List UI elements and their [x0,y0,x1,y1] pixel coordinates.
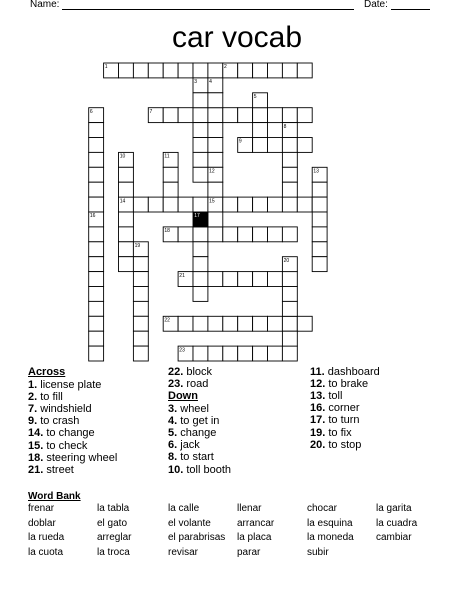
name-label: Name: [30,0,60,10]
grid-cell[interactable] [238,63,253,78]
word-bank-item: subir [307,546,329,558]
grid-cell[interactable] [89,242,104,257]
grid-cell[interactable] [89,301,104,316]
clue-text: to get in [177,415,220,428]
clue-number: 10. [168,463,184,476]
clue-number: 9. [28,415,38,428]
grid-cell[interactable] [89,316,104,331]
clue-number: 17. [310,414,326,427]
grid-cell[interactable] [133,197,148,212]
grid-cell[interactable] [119,212,134,227]
word-bank-item: cambiar [376,532,412,543]
grid-cell[interactable] [268,316,283,331]
grid-cell[interactable] [208,346,223,361]
clue-text: to brake [325,378,369,391]
grid-cell[interactable] [119,227,134,242]
grid-cell[interactable] [133,257,148,272]
grid-cell[interactable] [253,346,268,361]
grid-cell[interactable] [268,108,283,123]
across-clue [168,366,212,379]
clue-number: 21. [28,463,44,476]
grid-number: 18 [164,228,170,235]
grid-cell[interactable] [163,108,178,123]
word-bank-item: el parabrisas [168,532,226,543]
down-clue [310,378,368,391]
clue-number: 8. [168,451,178,464]
grid-number: 19 [134,243,141,249]
clue-text: license plate [37,379,102,391]
grid-cell[interactable] [178,197,193,212]
grid-cell[interactable] [268,346,283,361]
clue-number: 22. [168,366,184,378]
grid-cell[interactable] [208,63,223,78]
grid-cell[interactable] [282,182,297,197]
grid-cell[interactable] [238,316,253,331]
clue-text: block [183,366,213,378]
grid-cell[interactable] [253,123,268,138]
grid-cell[interactable] [208,152,223,167]
clue-text: to fill [37,391,63,404]
grid-cell[interactable] [297,108,312,123]
grid-cell[interactable] [238,346,253,361]
word-bank-item: el gato [97,517,128,529]
grid-cell[interactable] [193,227,208,242]
clue-text: jack [177,439,200,452]
grid-cell[interactable] [193,63,208,78]
grid-cell[interactable] [148,63,163,78]
clue-number: 15. [28,439,44,452]
clue-number: 5. [168,427,178,440]
down-clue [310,390,342,403]
down-clue [168,464,231,477]
grid-cell[interactable] [238,197,253,212]
grid-cell[interactable] [253,316,268,331]
across-clue [28,415,79,428]
across-clue [28,427,95,440]
grid-cell[interactable] [297,316,312,331]
grid-cell[interactable] [89,167,104,182]
grid-number: 7 [149,108,153,115]
clue-text: to turn [325,414,360,427]
across-clue [28,403,92,416]
clue-text: toll booth [183,463,231,476]
grid-cell[interactable] [89,227,104,242]
grid-cell[interactable] [312,242,327,257]
clue-text: to stop [325,438,362,451]
clue-text: to start [177,451,214,464]
grid-cell[interactable] [193,138,208,153]
grid-cell[interactable] [208,316,223,331]
grid-cell[interactable] [312,227,327,242]
grid-number: 1 [104,64,108,71]
grid-cell[interactable] [223,316,238,331]
grid-number: 14 [119,198,126,205]
grid-cell[interactable] [193,93,208,108]
word-bank-item: arreglar [97,532,132,543]
down-clue [310,414,360,427]
grid-cell[interactable] [282,272,297,287]
word-bank-item: chocar [307,503,338,514]
grid-cell[interactable] [89,287,104,302]
down-clue [168,427,216,440]
grid-cell[interactable] [208,108,223,123]
clue-number: 19. [310,426,326,439]
grid-cell[interactable] [238,108,253,123]
clue-text: to crash [37,415,80,428]
word-bank-item: la placa [237,532,272,543]
grid-cell[interactable] [253,138,268,153]
grid-cell[interactable] [253,272,268,287]
grid-cell[interactable] [193,346,208,361]
grid-cell[interactable] [297,197,312,212]
grid-cell[interactable] [148,197,163,212]
grid-cell[interactable] [208,227,223,242]
word-bank-item: la moneda [307,532,354,543]
grid-cell[interactable] [208,272,223,287]
grid-number: 4 [209,79,212,86]
grid-cell[interactable] [89,152,104,167]
grid-cell[interactable] [193,257,208,272]
grid-number: 8 [283,123,287,130]
grid-cell[interactable] [253,227,268,242]
across-clue [28,391,63,404]
grid-number: 12 [209,168,215,175]
clue-text: corner [325,402,360,415]
grid-cell[interactable] [193,287,208,302]
down-clue [310,366,380,379]
grid-cell[interactable] [119,63,134,78]
grid-cell[interactable] [223,272,238,287]
grid-cell[interactable] [89,346,104,361]
clue-number: 2. [28,391,38,404]
grid-number: 5 [253,94,257,100]
grid-cell[interactable] [89,272,104,287]
grid-cell[interactable] [312,257,327,272]
grid-cell[interactable] [119,257,134,272]
down-clue [310,427,352,440]
clue-text: steering wheel [43,451,118,464]
word-bank-item: revisar [168,546,199,558]
grid-cell[interactable] [223,346,238,361]
grid-number: 23 [179,347,185,354]
across-clue [28,440,87,453]
grid-cell[interactable] [282,331,297,346]
word-bank-item: el volante [168,517,211,529]
clue-text: windshield [37,403,92,416]
grid-cell[interactable] [89,197,104,212]
grid-number: 21 [179,272,185,279]
down-heading: Down [168,390,198,402]
grid-cell[interactable] [133,331,148,346]
word-bank-item: arrancar [237,517,275,529]
grid-number: 2 [224,64,227,71]
across-clue [28,452,117,465]
down-clue [168,403,209,416]
grid-number: 20 [283,257,290,264]
clue-number: 6. [168,439,178,452]
grid-cell[interactable] [297,63,312,78]
grid-cell[interactable] [238,272,253,287]
grid-cell[interactable] [282,108,297,123]
grid-cell[interactable] [193,167,208,182]
word-bank-item: la troca [97,546,130,558]
clue-number: 4. [168,415,178,428]
grid-cell[interactable] [268,227,283,242]
grid-cell[interactable] [89,123,104,138]
clue-number: 23. [168,378,184,391]
grid-cell[interactable] [238,227,253,242]
grid-cell[interactable] [89,138,104,153]
grid-cell[interactable] [268,138,283,153]
grid-cell[interactable] [282,138,297,153]
clue-number: 12. [310,378,326,391]
grid-number: 6 [89,108,93,115]
grid-number: 3 [194,79,197,86]
grid-cell[interactable] [163,167,178,182]
grid-cell[interactable] [312,212,327,227]
grid-cell[interactable] [208,212,223,227]
clue-number: 16. [310,402,326,415]
across-clue [168,378,208,391]
down-clue [310,439,361,452]
grid-cell[interactable] [163,63,178,78]
grid-number: 16 [89,213,96,220]
across-clue [28,464,74,477]
grid-cell[interactable] [208,123,223,138]
clue-number: 7. [28,403,38,416]
grid-cell[interactable] [282,167,297,182]
clue-number: 1. [28,379,38,391]
word-bank-item: la tabla [97,503,130,514]
grid-cell[interactable] [282,316,297,331]
clue-text: wheel [177,403,209,415]
grid-cell[interactable] [133,287,148,302]
grid-cell[interactable] [133,346,148,361]
clue-text: street [43,463,74,476]
clue-number: 13. [310,390,326,403]
clue-text: to check [43,439,88,452]
word-bank-heading: Word Bank [28,491,81,502]
grid-cell[interactable] [89,182,104,197]
grid-cell[interactable] [282,301,297,316]
date-label: Date: [364,0,388,10]
word-bank-item: la calle [168,503,200,514]
grid-cell[interactable] [312,182,327,197]
grid-cell[interactable] [193,123,208,138]
across-clue [28,379,101,392]
grid-number: 13 [313,168,319,175]
grid-cell[interactable] [253,63,268,78]
grid-number: 17 [194,213,200,220]
grid-number: 15 [209,198,215,205]
grid-cell[interactable] [193,108,208,123]
grid-cell[interactable] [208,93,223,108]
grid-cell[interactable] [282,227,297,242]
grid-cell[interactable] [268,197,283,212]
word-bank-item: llenar [237,503,262,514]
grid-cell[interactable] [282,152,297,167]
grid-cell[interactable] [178,227,193,242]
grid-number: 22 [164,317,170,324]
word-bank-item: la cuadra [376,517,418,529]
across-heading: Across [28,366,66,378]
down-clue [168,415,219,428]
grid-cell[interactable] [89,331,104,346]
grid-cell[interactable] [208,182,223,197]
grid-cell[interactable] [312,197,327,212]
grid-cell[interactable] [282,197,297,212]
grid-cell[interactable] [193,316,208,331]
grid-cell[interactable] [119,182,134,197]
grid-cell[interactable] [178,316,193,331]
word-bank-item: parar [237,546,261,558]
grid-cell[interactable] [178,63,193,78]
page-title: car vocab [171,21,303,54]
clue-text: road [183,378,209,391]
grid-cell[interactable] [297,138,312,153]
grid-cell[interactable] [193,152,208,167]
word-bank-item: la cuota [28,546,64,558]
grid-cell[interactable] [119,167,134,182]
grid-cell[interactable] [282,287,297,302]
clue-number: 14. [28,427,44,440]
grid-cell[interactable] [133,63,148,78]
grid-cell[interactable] [223,108,238,123]
clue-text: to fix [325,426,352,439]
grid-cell[interactable] [163,197,178,212]
clue-number: 3. [168,403,178,415]
grid-cell[interactable] [133,316,148,331]
grid-cell[interactable] [268,272,283,287]
down-clue [310,402,360,415]
grid-number: 11 [164,153,170,160]
clue-number: 18. [28,451,44,464]
clue-text: to change [43,427,95,440]
clue-number: 11. [310,366,325,378]
clue-text: dashboard [324,366,380,378]
word-bank-item: doblar [28,517,56,529]
word-bank-item: la esquina [307,517,353,529]
down-clue [168,439,200,452]
word-bank-item: frenar [28,503,55,514]
grid-cell[interactable] [193,272,208,287]
grid-cell[interactable] [268,63,283,78]
word-bank-item: la rueda [28,532,65,543]
grid-cell[interactable] [208,138,223,153]
grid-cell[interactable] [119,242,134,257]
clue-text: toll [325,390,343,403]
grid-cell[interactable] [282,346,297,361]
grid-number: 9 [238,138,242,145]
grid-cell[interactable] [133,301,148,316]
grid-cell[interactable] [193,242,208,257]
down-clue [168,451,214,464]
grid-cell[interactable] [223,227,238,242]
grid-cell[interactable] [193,197,208,212]
grid-cell[interactable] [253,197,268,212]
word-bank-item: la garita [376,503,412,514]
clue-text: change [177,427,217,440]
grid-cell[interactable] [133,272,148,287]
grid-cell[interactable] [163,182,178,197]
grid-cell[interactable] [89,257,104,272]
grid-number: 10 [119,153,126,160]
clue-number: 20. [310,438,326,451]
grid-cell[interactable] [223,197,238,212]
grid-cell[interactable] [178,108,193,123]
grid-cell[interactable] [282,63,297,78]
grid-cell[interactable] [253,108,268,123]
